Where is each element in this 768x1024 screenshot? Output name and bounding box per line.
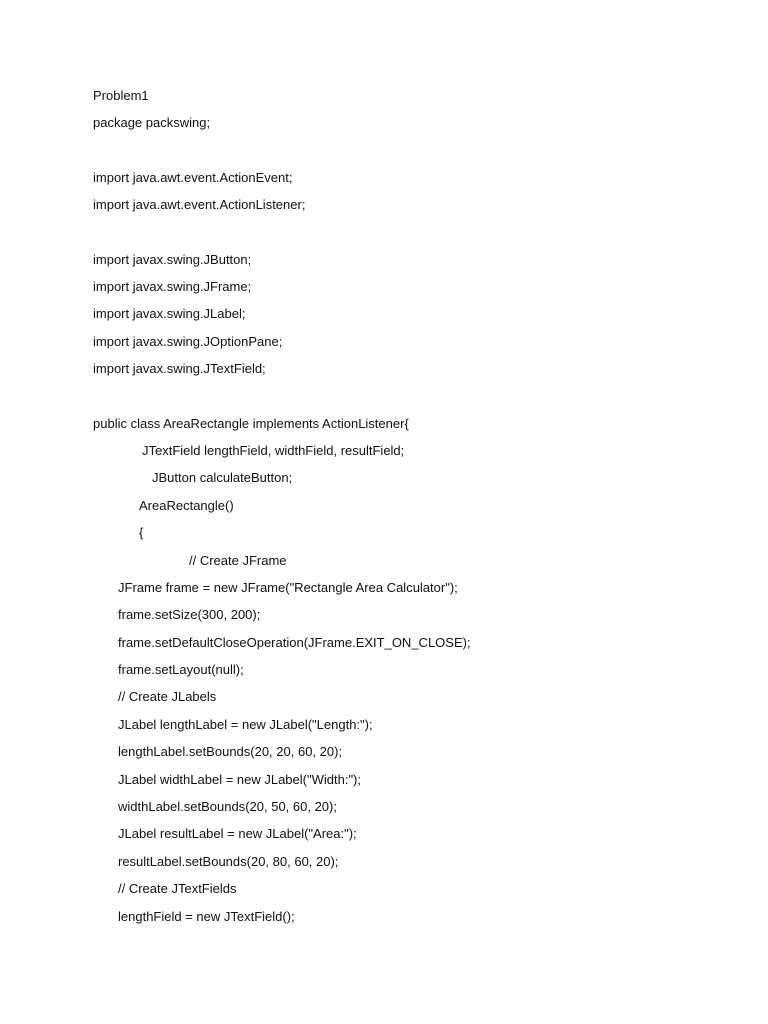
- code-line: JLabel resultLabel = new JLabel("Area:");: [118, 826, 357, 841]
- code-line: resultLabel.setBounds(20, 80, 60, 20);: [118, 854, 339, 869]
- code-line: {: [139, 525, 144, 540]
- code-line-class: public class AreaRectangle implements ActionListener{: [93, 416, 409, 431]
- code-line: lengthLabel.setBounds(20, 20, 60, 20);: [118, 744, 343, 759]
- code-line-import: import javax.swing.JLabel;: [93, 306, 246, 321]
- code-line: JLabel lengthLabel = new JLabel("Length:");: [118, 717, 373, 732]
- code-line-import: import java.awt.event.ActionListener;: [93, 197, 306, 212]
- code-line: lengthField = new JTextField();: [118, 909, 295, 924]
- code-line: JFrame frame = new JFrame("Rectangle Area Calculator");: [118, 580, 458, 595]
- code-line-package: package packswing;: [93, 115, 211, 130]
- code-line: AreaRectangle(): [139, 498, 234, 513]
- code-line-import: import javax.swing.JTextField;: [93, 361, 266, 376]
- code-line-import: import javax.swing.JButton;: [93, 252, 252, 267]
- code-comment: // Create JLabels: [118, 689, 217, 704]
- code-line-import: import javax.swing.JFrame;: [93, 279, 252, 294]
- code-line-import: import java.awt.event.ActionEvent;: [93, 170, 293, 185]
- code-line: frame.setSize(300, 200);: [118, 607, 261, 622]
- problem-heading: Problem1: [93, 88, 149, 103]
- code-line: JTextField lengthField, widthField, resultField;: [142, 443, 405, 458]
- code-line: JLabel widthLabel = new JLabel("Width:");: [118, 772, 362, 787]
- code-line-import: import javax.swing.JOptionPane;: [93, 334, 283, 349]
- code-line: frame.setLayout(null);: [118, 662, 244, 677]
- code-line: widthLabel.setBounds(20, 50, 60, 20);: [118, 799, 337, 814]
- code-line: frame.setDefaultCloseOperation(JFrame.EXIT_ON_CLOSE);: [118, 635, 471, 650]
- code-comment: // Create JFrame: [189, 553, 287, 568]
- code-comment: // Create JTextFields: [118, 881, 237, 896]
- code-line: JButton calculateButton;: [152, 470, 293, 485]
